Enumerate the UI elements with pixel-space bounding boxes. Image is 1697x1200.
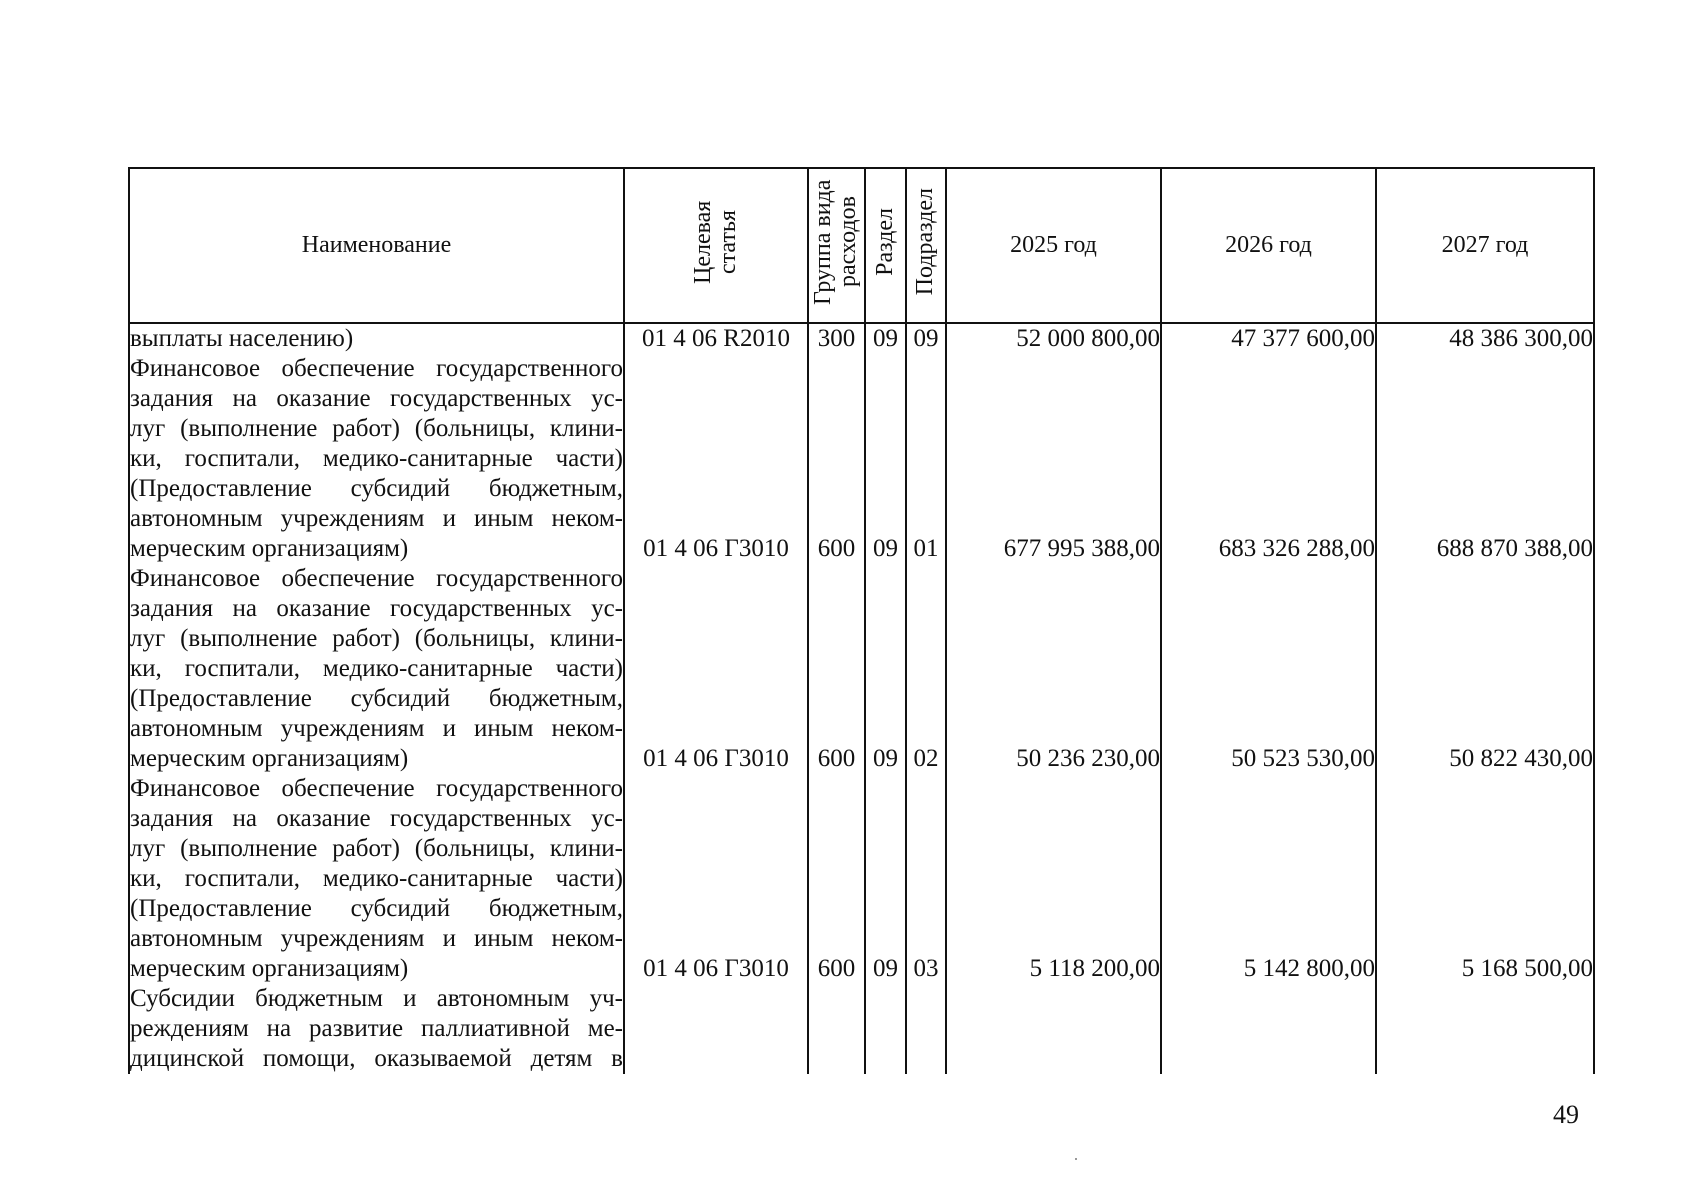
header-2027: 2027 год xyxy=(1376,168,1594,323)
row-section: 09 xyxy=(865,774,906,984)
table-row xyxy=(129,984,1594,1074)
row-subsection: 03 xyxy=(906,774,946,984)
row-name-line: ки, госпитали, медико-санитарные части) xyxy=(130,865,623,892)
row-name xyxy=(129,323,624,354)
table-body xyxy=(129,323,1594,1074)
row-section xyxy=(865,984,906,1074)
row-name-line: автономным учреждениям и иным неком- xyxy=(130,925,623,952)
row-2025: 52 000 800,00 xyxy=(946,323,1161,354)
row-target-article xyxy=(624,984,808,1074)
row-2025: 677 995 388,00 xyxy=(946,354,1161,564)
row-name-line: (Предоставление субсидий бюджетным, xyxy=(130,895,623,922)
row-2025: 5 118 200,00 xyxy=(946,774,1161,984)
row-name-line: (Предоставление субсидий бюджетным, xyxy=(130,685,623,712)
row-2026 xyxy=(1161,984,1376,1074)
table-row xyxy=(129,323,1594,354)
row-2025 xyxy=(946,984,1161,1074)
table-row xyxy=(129,564,1594,774)
row-name-line: Финансовое обеспечение государственного xyxy=(130,775,623,802)
row-name-line: выплаты населению) xyxy=(130,325,354,352)
row-name-line: автономным учреждениям и иным неком- xyxy=(130,505,623,532)
row-name-line: реждениям на развитие паллиативной ме- xyxy=(130,1015,623,1042)
row-expense-group: 600 xyxy=(808,774,865,984)
row-name-line: Финансовое обеспечение государственного xyxy=(130,565,623,592)
row-name-line: Финансовое обеспечение государственного xyxy=(130,355,623,382)
header-section: Раздел xyxy=(865,168,906,323)
row-subsection: 02 xyxy=(906,564,946,774)
row-name xyxy=(129,564,624,774)
header-2025: 2025 год xyxy=(946,168,1161,323)
budget-sheet xyxy=(128,167,1593,1075)
table-row xyxy=(129,774,1594,984)
row-section: 09 xyxy=(865,323,906,354)
row-expense-group: 600 xyxy=(808,564,865,774)
row-name-line: мерческим организациям) xyxy=(130,745,409,772)
row-target-article: 01 4 06 R2010 xyxy=(624,323,808,354)
row-2027: 688 870 388,00 xyxy=(1376,354,1594,564)
row-2027: 50 822 430,00 xyxy=(1376,564,1594,774)
row-2025: 50 236 230,00 xyxy=(946,564,1161,774)
row-name xyxy=(129,774,624,984)
row-name-line: мерческим организациям) xyxy=(130,955,409,982)
header-expense-group: Группа вида расходов xyxy=(808,168,865,323)
row-target-article: 01 4 06 Г3010 xyxy=(624,564,808,774)
header-target-article: Целевая статья xyxy=(624,168,808,323)
header-subsection: Подраздел xyxy=(906,168,946,323)
row-2027 xyxy=(1376,984,1594,1074)
scan-speck xyxy=(1075,1158,1077,1160)
row-section: 09 xyxy=(865,354,906,564)
header-2026: 2026 год xyxy=(1161,168,1376,323)
row-name-line: автономным учреждениям и иным неком- xyxy=(130,715,623,742)
row-name-line: луг (выполнение работ) (больницы, клини- xyxy=(130,415,623,442)
row-2027: 48 386 300,00 xyxy=(1376,323,1594,354)
row-name xyxy=(129,984,624,1074)
row-subsection: 09 xyxy=(906,323,946,354)
row-subsection: 01 xyxy=(906,354,946,564)
row-name xyxy=(129,354,624,564)
row-subsection xyxy=(906,984,946,1074)
row-name-line: ки, госпитали, медико-санитарные части) xyxy=(130,655,623,682)
row-2027: 5 168 500,00 xyxy=(1376,774,1594,984)
row-expense-group: 300 xyxy=(808,323,865,354)
row-name-line: задания на оказание государственных ус- xyxy=(130,805,623,832)
row-name-line: (Предоставление субсидий бюджетным, xyxy=(130,475,623,502)
row-target-article: 01 4 06 Г3010 xyxy=(624,774,808,984)
budget-table xyxy=(128,167,1595,1074)
table-row xyxy=(129,354,1594,564)
row-name-line: ки, госпитали, медико-санитарные части) xyxy=(130,445,623,472)
row-name-line: Субсидии бюджетным и автономным уч- xyxy=(130,985,623,1012)
row-2026: 683 326 288,00 xyxy=(1161,354,1376,564)
header-name: Наименование xyxy=(129,168,624,323)
row-name-line: дицинской помощи, оказываемой детям в xyxy=(130,1045,623,1072)
row-expense-group: 600 xyxy=(808,354,865,564)
row-expense-group xyxy=(808,984,865,1074)
row-2026: 47 377 600,00 xyxy=(1161,323,1376,354)
page-number: 49 xyxy=(1553,1100,1579,1129)
table-header-row xyxy=(129,168,1594,323)
row-target-article: 01 4 06 Г3010 xyxy=(624,354,808,564)
row-2026: 50 523 530,00 xyxy=(1161,564,1376,774)
row-section: 09 xyxy=(865,564,906,774)
row-2026: 5 142 800,00 xyxy=(1161,774,1376,984)
row-name-line: задания на оказание государственных ус- xyxy=(130,385,623,412)
row-name-line: задания на оказание государственных ус- xyxy=(130,595,623,622)
row-name-line: мерческим организациям) xyxy=(130,535,409,562)
row-name-line: луг (выполнение работ) (больницы, клини- xyxy=(130,625,623,652)
row-name-line: луг (выполнение работ) (больницы, клини- xyxy=(130,835,623,862)
